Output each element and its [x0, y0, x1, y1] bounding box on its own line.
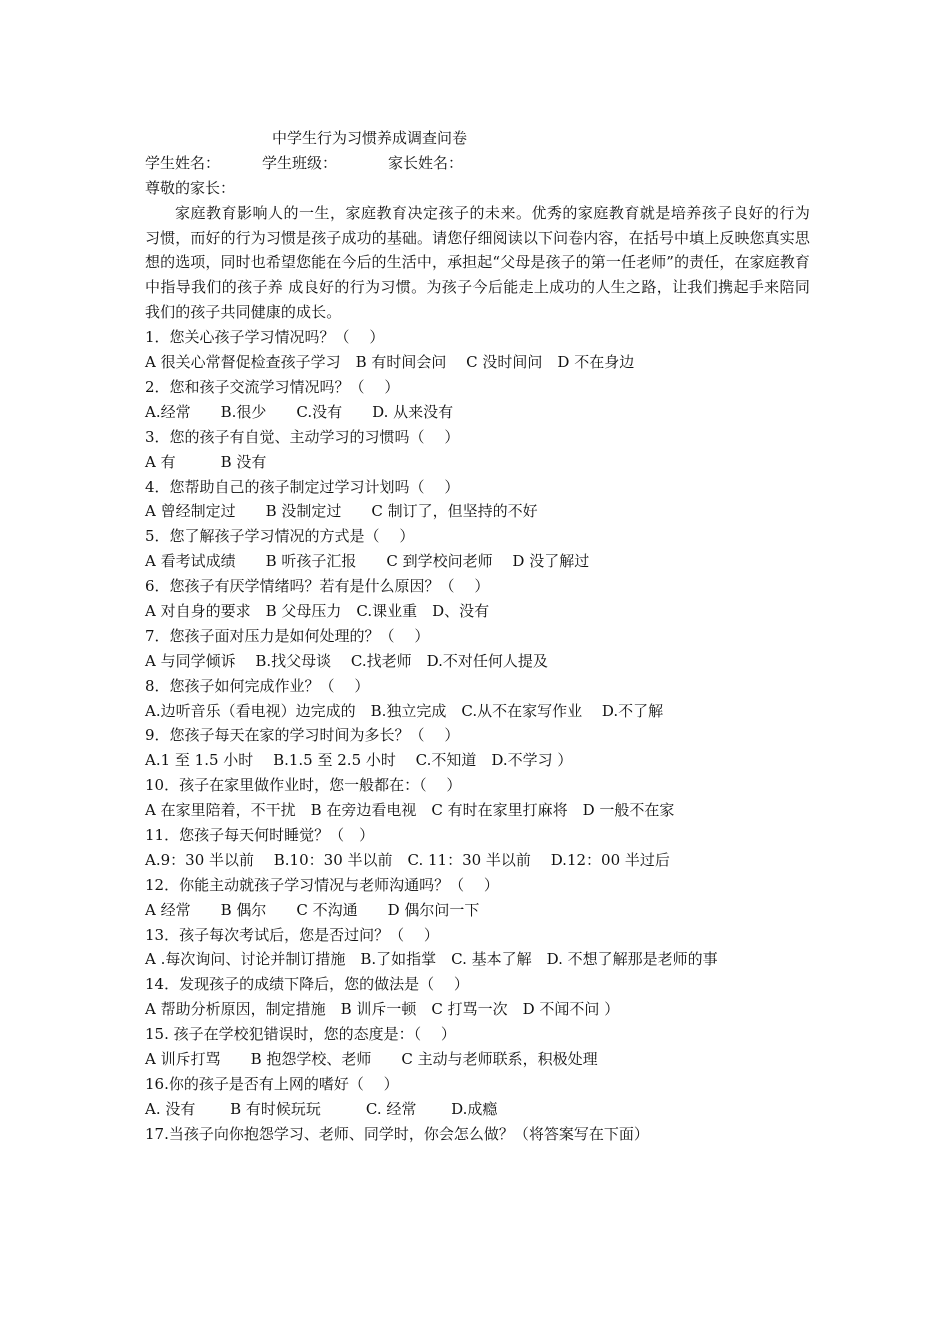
question-text: 6．您孩子有厌学情绪吗？若有是什么原因？（ ）	[145, 577, 490, 596]
question-options: A 与同学倾诉 B.找父母谈 C.找老师 D.不对任何人提及	[145, 651, 548, 670]
document-content	[145, 126, 810, 1147]
question-options: A 很关心常督促检查孩子学习 B 有时间会问 C 没时间问 D 不在身边	[145, 353, 635, 372]
question-list	[145, 325, 810, 1146]
question-options: A.边听音乐（看电视）边完成的 B.独立完成 C.从不在家写作业 D.不了解	[145, 701, 664, 720]
question-text: 11．您孩子每天何时睡觉？（ ）	[145, 826, 375, 845]
question-options: A 曾经制定过 B 没制定过 C 制订了，但坚持的不好	[145, 502, 538, 521]
question-options: A 看考试成绩 B 听孩子汇报 C 到学校问老师 D 没了解过	[145, 552, 590, 571]
question-options: A 有 B 没有	[145, 452, 267, 471]
question-text: 16.你的孩子是否有上网的嗜好（ ）	[145, 1074, 399, 1093]
question-text: 1．您关心孩子学习情况吗？（ ）	[145, 328, 385, 347]
parent-name-label: 家长姓名：	[388, 153, 464, 172]
question-text: 12．你能主动就孩子学习情况与老师沟通吗？（ ）	[145, 875, 499, 894]
question-options: A 对自身的要求 B 父母压力 C.课业重 D、没有	[145, 602, 490, 620]
question-options: A.经常 B.很少 C.没有 D. 从来没有	[145, 402, 454, 421]
question-text: 5．您了解孩子学习情况的方式是（ ）	[145, 527, 415, 546]
question-text: 13．孩子每次考试后，您是否过问？（ ）	[145, 925, 439, 944]
question-options: A 帮助分析原因，制定措施 B 训斥一顿 C 打骂一次 D 不闻不问 ）	[145, 1000, 620, 1019]
question-options: A .每次询问、讨论并制订措施 B.了如指掌 C. 基本了解 D. 不想了解那是老师的事	[145, 950, 718, 969]
question-options: A.1 至 1.5 小时 B.1.5 至 2.5 小时 C.不知道 D.不学习 ）	[145, 751, 573, 770]
question-text: 3．您的孩子有自觉、主动学习的习惯吗（ ）	[145, 427, 460, 446]
question-text: 9．您孩子每天在家的学习时间为多长？（ ）	[145, 726, 460, 745]
question-text: 4．您帮助自己的孩子制定过学习计划吗（ ）	[145, 477, 460, 496]
question-text: 10．孩子在家里做作业时，您一般都在：（ ）	[145, 776, 462, 795]
question-options: A. 没有 B 有时候玩玩 C. 经常 D.成瘾	[145, 1099, 498, 1118]
document-title: 中学生行为习惯养成调查问卷	[272, 129, 468, 147]
question-options: A 训斥打骂 B 抱怨学校、老师 C 主动与老师联系，积极处理	[145, 1050, 598, 1069]
info-row	[145, 151, 810, 176]
question-text: 15. 孩子在学校犯错误时，您的态度是：（ ）	[145, 1025, 456, 1044]
question-text: 7．您孩子面对压力是如何处理的？（ ）	[145, 626, 430, 645]
greeting: 尊敬的家长：	[145, 178, 236, 197]
question-text: 14．发现孩子的成绩下降后，您的做法是（ ）	[145, 975, 469, 994]
intro-paragraph: 家庭教育影响人的一生，家庭教育决定孩子的未来。优秀的家庭教育就是培养孩子良好的行为 习惯，而好的行为习惯是孩子成功的基础。请您仔细阅读以下问卷内容，在括号中填上反映您真实思想的选项，同时也希望您能在今后的生活中，承担起“父母是孩子的第一任老师”的责任，在家庭教育中指导我们的孩子养 成良好的行为习惯。为孩子今后能走上成功的人生之路，让我们携起手来陪同我们的孩子共同健康的成长。	[145, 203, 810, 322]
question-text: 2．您和孩子交流学习情况吗？（ ）	[145, 377, 400, 396]
question-text: 17.当孩子向你抱怨学习、老师、同学时，你会怎么做？（将答案写在下面）	[145, 1124, 649, 1143]
question-options: A 在家里陪着，不干扰 B 在旁边看电视 C 有时在家里打麻将 D 一般不在家	[145, 801, 675, 820]
question-text: 8．您孩子如何完成作业？（ ）	[145, 676, 370, 695]
student-class-label: 学生班级：	[262, 153, 338, 172]
question-options: A.9：30 半以前 B.10：30 半以前 C. 11：30 半以前 D.12：00 半过后	[145, 850, 670, 869]
student-name-label: 学生姓名：	[145, 153, 221, 172]
question-options: A 经常 B 偶尔 C 不沟通 D 偶尔问一下	[145, 900, 480, 919]
